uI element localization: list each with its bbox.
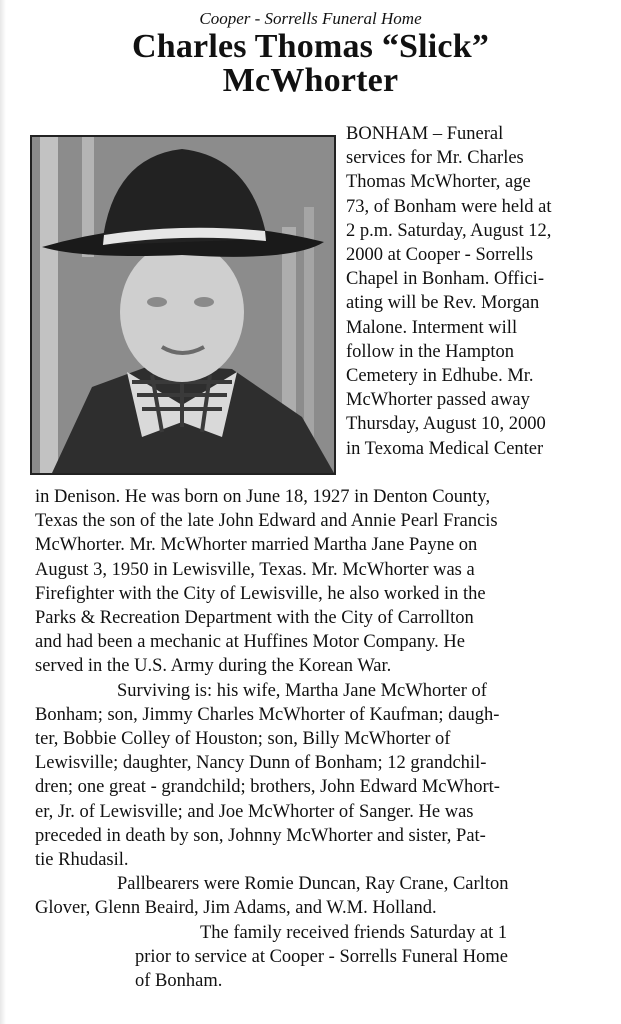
text-line: served in the U.S. Army during the Korean War.: [35, 656, 392, 677]
title-line-1: Charles Thomas “Slick”: [131, 28, 490, 65]
text-line: prior to service at Cooper - Sorrells Funeral Home: [135, 946, 508, 967]
text-line: Chapel in Bonham. Offici-: [346, 269, 544, 290]
obituary-title: [0, 30, 621, 98]
text-line: of Bonham.: [135, 971, 223, 992]
text-line: BONHAM – Funeral: [346, 124, 504, 144]
text-line: dren; one great - grandchild; brothers, John Edward McWhort-: [35, 777, 500, 798]
text-line: Thomas McWhorter, age: [346, 172, 531, 193]
obituary-body: [35, 485, 600, 993]
text-line: 2 p.m. Saturday, August 12,: [346, 220, 552, 241]
title-line-2: McWhorter: [222, 62, 399, 99]
portrait-photo: [30, 135, 336, 475]
text-line: 73, of Bonham were held at: [346, 196, 552, 217]
funeral-home-name: Cooper - Sorrells Funeral Home: [199, 9, 422, 28]
text-line: ating will be Rev. Morgan: [346, 293, 540, 314]
intro-paragraph: [346, 122, 596, 461]
text-line: Pallbearers were Romie Duncan, Ray Crane, Carlton: [117, 874, 509, 895]
text-line: tie Rhudasil.: [35, 850, 129, 871]
clipping-edge: [0, 0, 6, 1024]
text-line: Bonham; son, Jimmy Charles McWhorter of Kaufman; daugh-: [35, 704, 500, 725]
text-line: and had been a mechanic at Huffines Motor Company. He: [35, 632, 465, 653]
portrait-illustration: [32, 137, 334, 473]
text-line: Malone. Interment will: [346, 317, 518, 338]
text-line: Parks & Recreation Department with the City of Carrollton: [35, 608, 474, 629]
text-line: Thursday, August 10, 2000: [346, 414, 546, 435]
text-line: McWhorter passed away: [346, 390, 530, 411]
text-line: Firefighter with the City of Lewisville, he also worked in the: [35, 583, 486, 604]
text-line: in Denison. He was born on June 18, 1927 in Denton County,: [35, 487, 491, 507]
text-line: services for Mr. Charles: [346, 148, 524, 169]
text-line: Surviving is: his wife, Martha Jane McWhorter of: [117, 680, 487, 701]
text-line: McWhorter. Mr. McWhorter married Martha Jane Payne on: [35, 535, 478, 556]
text-line: 2000 at Cooper - Sorrells: [346, 245, 534, 266]
text-line: Cemetery in Edhube. Mr.: [346, 366, 534, 387]
text-line: Lewisville; daughter, Nancy Dunn of Bonham; 12 grandchil-: [35, 753, 487, 774]
text-line: in Texoma Medical Center: [346, 438, 544, 459]
text-line: Texas the son of the late John Edward and Annie Pearl Francis: [35, 511, 498, 532]
text-line: The family received friends Saturday at 1: [200, 922, 508, 943]
text-line: er, Jr. of Lewisville; and Joe McWhorter of Sanger. He was: [35, 801, 474, 822]
text-line: ter, Bobbie Colley of Houston; son, Billy McWhorter of: [35, 729, 451, 750]
text-line: follow in the Hampton: [346, 341, 515, 362]
text-line: August 3, 1950 in Lewisville, Texas. Mr. McWhorter was a: [35, 559, 475, 580]
text-line: Glover, Glenn Beaird, Jim Adams, and W.M. Holland.: [35, 898, 437, 919]
text-line: preceded in death by son, Johnny McWhorter and sister, Pat-: [35, 825, 486, 846]
